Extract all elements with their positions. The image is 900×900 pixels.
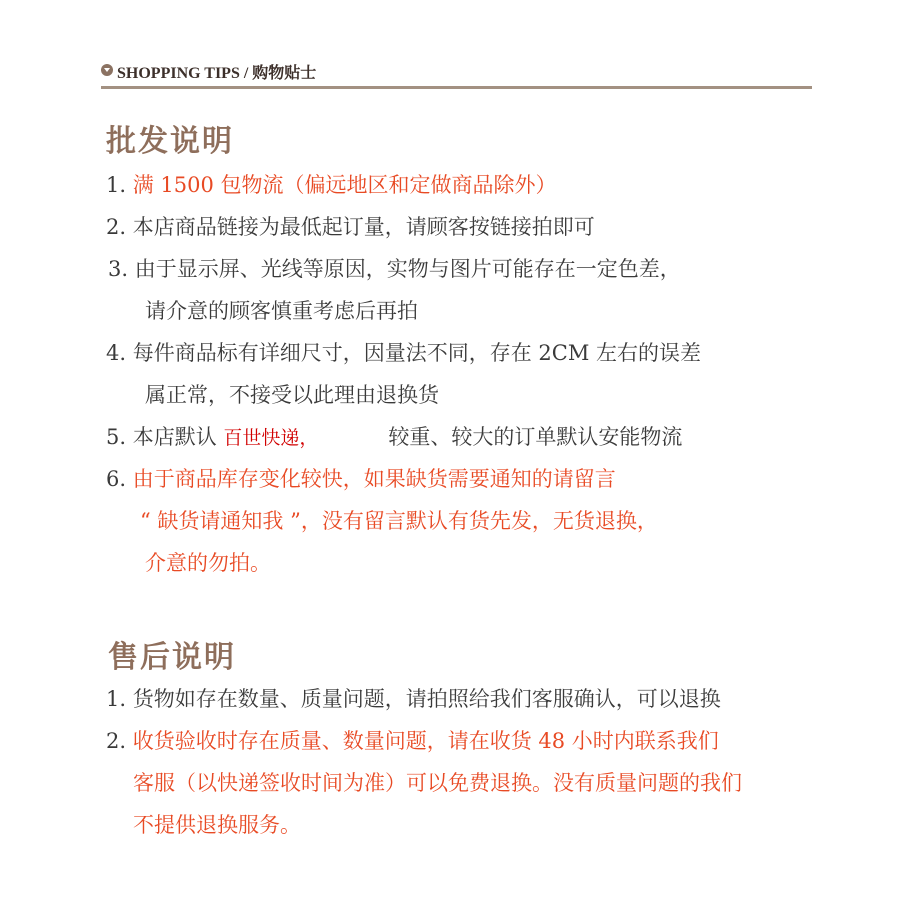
wholesale-item-4b: 属正常，不接受以此理由退换货: [145, 383, 439, 407]
shopping-tips-header: [101, 60, 812, 89]
wholesale-title: 批发说明: [106, 124, 234, 159]
wholesale-item-6a: 6. 由于商品库存变化较快，如果缺货需要通知的请留言: [106, 467, 616, 491]
wholesale-item-6b: “ 缺货请通知我 ”，没有留言默认有货先发，无货退换，: [140, 509, 658, 533]
wholesale-item-1: 1. 满 1500 包物流（偏远地区和定做商品除外）: [106, 173, 557, 197]
wholesale-item-4a: 4. 每件商品标有详细尺寸，因量法不同，存在 2CM 左右的误差: [106, 341, 701, 365]
aftersale-item-2a: 2. 收货验收时存在质量、数量问题，请在收货 48 小时内联系我们: [106, 729, 719, 753]
aftersale-item-2b: 客服（以快递签收时间为准）可以免费退换。没有质量问题的我们: [133, 771, 742, 795]
wholesale-item-3b: 请介意的顾客慎重考虑后再拍: [145, 299, 418, 323]
wholesale-item-2: 2. 本店商品链接为最低起订量，请顾客按链接拍即可: [106, 215, 595, 239]
aftersale-item-1: 1. 货物如存在数量、质量问题，请拍照给我们客服确认，可以退换: [106, 687, 721, 711]
aftersale-title: 售后说明: [108, 640, 236, 675]
wholesale-item-6c: 介意的勿拍。: [145, 551, 271, 575]
courier-name: 百世快递，: [223, 427, 319, 449]
chevron-down-icon: [101, 64, 113, 76]
wholesale-item-3a: 3. 由于显示屏、光线等原因，实物与图片可能存在一定色差，: [108, 257, 681, 281]
header-title: SHOPPING TIPS / 购物贴士: [117, 65, 317, 82]
aftersale-item-2c: 不提供退换服务。: [133, 813, 301, 837]
wholesale-item-5: 5. 本店默认 百世快递， 较重、较大的订单默认安能物流: [106, 425, 683, 449]
